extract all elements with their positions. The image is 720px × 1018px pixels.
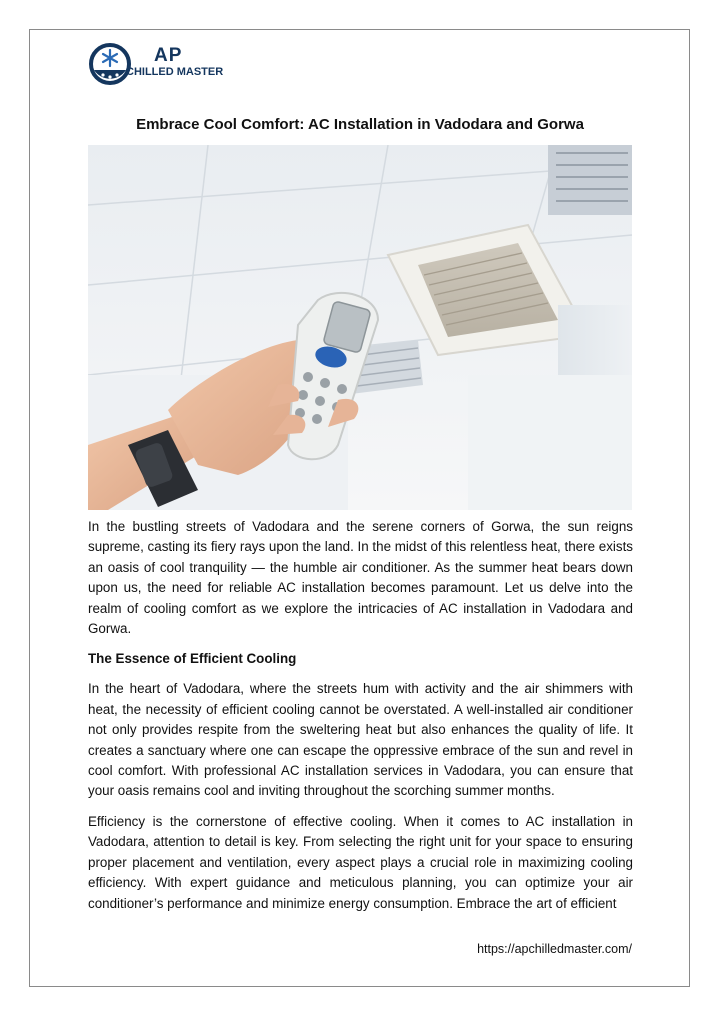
hero-photo-ac-remote [88, 145, 632, 510]
body-paragraph: In the heart of Vadodara, where the streets hum with activity and the air shimmers with heat, the necessity of efficient cooling cannot be overstated. A well-installed air conditioner not only provides respite from the sweltering heat but also enhances the quality of life. It creates a sanctuary where one can escape the oppressive embrace of the sun and revel in cool comfort. With professional AC installation services in Vadodara, you can ensure that your oasis remains cool and inviting throughout the scorching summer months. [88, 681, 633, 799]
body-paragraph: Efficiency is the cornerstone of effective cooling. When it comes to AC installation in Vadodara, attention to detail is key. From selecting the right unit for your space to ensuring proper placement and ventilation, every aspect plays a crucial role in maximizing cooling efficiency. With expert guidance and meticulous planning, you can optimize your air conditioner’s performance and minimize energy consumption. Embrace the art of efficient [88, 813, 633, 911]
brand-name-chilled-master: CHILLED MASTER [126, 66, 224, 78]
brand-logo [88, 42, 238, 90]
brand-name-ap: AP [154, 45, 183, 66]
section-heading: The Essence of Efficient Cooling [88, 651, 297, 667]
article-title: Embrace Cool Comfort: AC Installation in Vadodara and Gorwa [136, 116, 584, 133]
article-body [88, 517, 633, 924]
footer-website-link[interactable]: https://apchilledmaster.com/ [477, 942, 632, 956]
intro-paragraph: In the bustling streets of Vadodara and the serene corners of Gorwa, the sun reigns supreme, casting its fiery rays upon the land. In the midst of this relentless heat, there exists an oasis of cool tranquility — the humble air conditioner. As the summer heat bears down upon us, the need for reliable AC installation becomes paramount. Let us delve into the realm of cooling comfort as we explore the intricacies of AC installation in Vadodara and Gorwa. [88, 519, 633, 637]
snowflake-logo-icon [88, 42, 132, 86]
